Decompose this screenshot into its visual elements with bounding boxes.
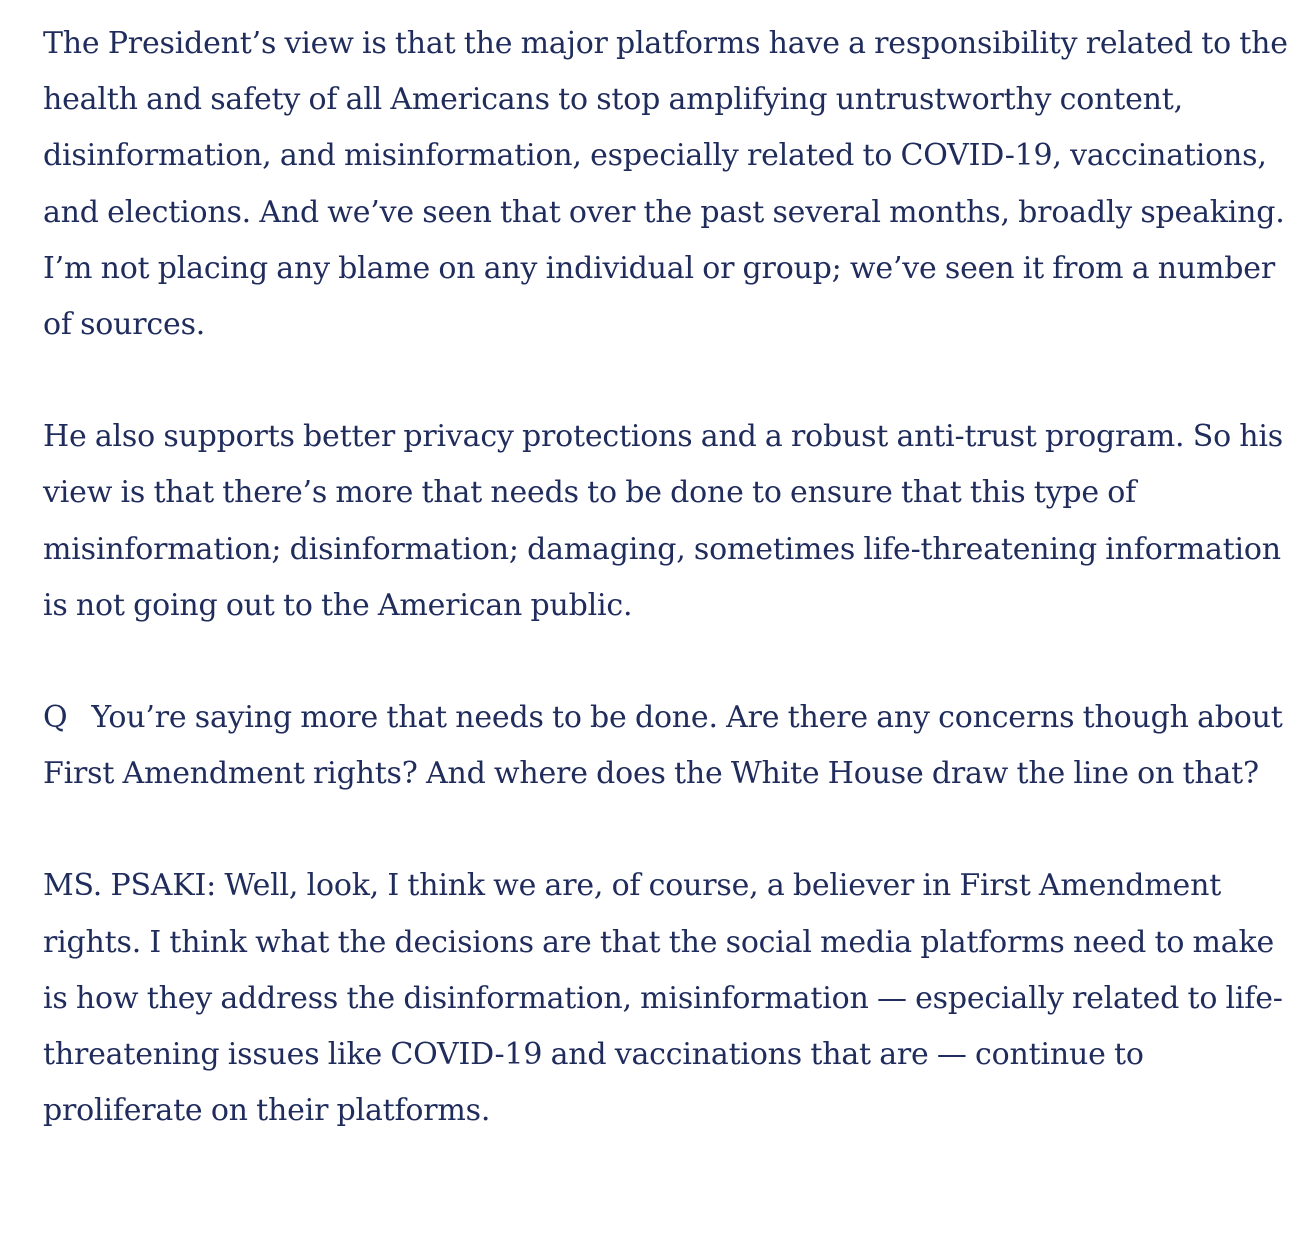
transcript-body bbox=[43, 16, 1288, 1139]
speaker-name: MS. PSAKI: bbox=[43, 868, 217, 904]
transcript-paragraph-2: He also supports better privacy protections and a robust anti-trust program. So his view is that there’s more that needs to be done to ensure that this type of misinformation; disinformation; damaging, sometimes life-threatening information is not going out to the American public. bbox=[43, 419, 1283, 623]
answer-text: Well, look, I think we are, of course, a believer in First Amendment rights. I think what the decisions are that the social media platforms need to make is how they address the disinformation, misinformation — especially related to life-threatening issues like COVID-19 and vaccinations that are — continue to proliferate on their platforms. bbox=[43, 868, 1283, 1129]
answer-paragraph bbox=[43, 858, 1288, 1139]
question-marker: Q bbox=[43, 700, 68, 736]
transcript-paragraph-1: The President’s view is that the major platforms have a responsibility related to the health and safety of all Americans to stop amplifying untrustworthy content, disinformation, and misinformation, especially related to COVID-19, vaccinations, and elections. And we’ve seen that over the past several months, broadly speaking. I’m not placing any blame on any individual or group; we’ve seen it from a number of sources. bbox=[43, 26, 1288, 343]
question-text: You’re saying more that needs to be done. Are there any concerns though about First Amendment rights? And where does the White House draw the line on that? bbox=[43, 700, 1283, 792]
question-paragraph bbox=[43, 690, 1288, 802]
